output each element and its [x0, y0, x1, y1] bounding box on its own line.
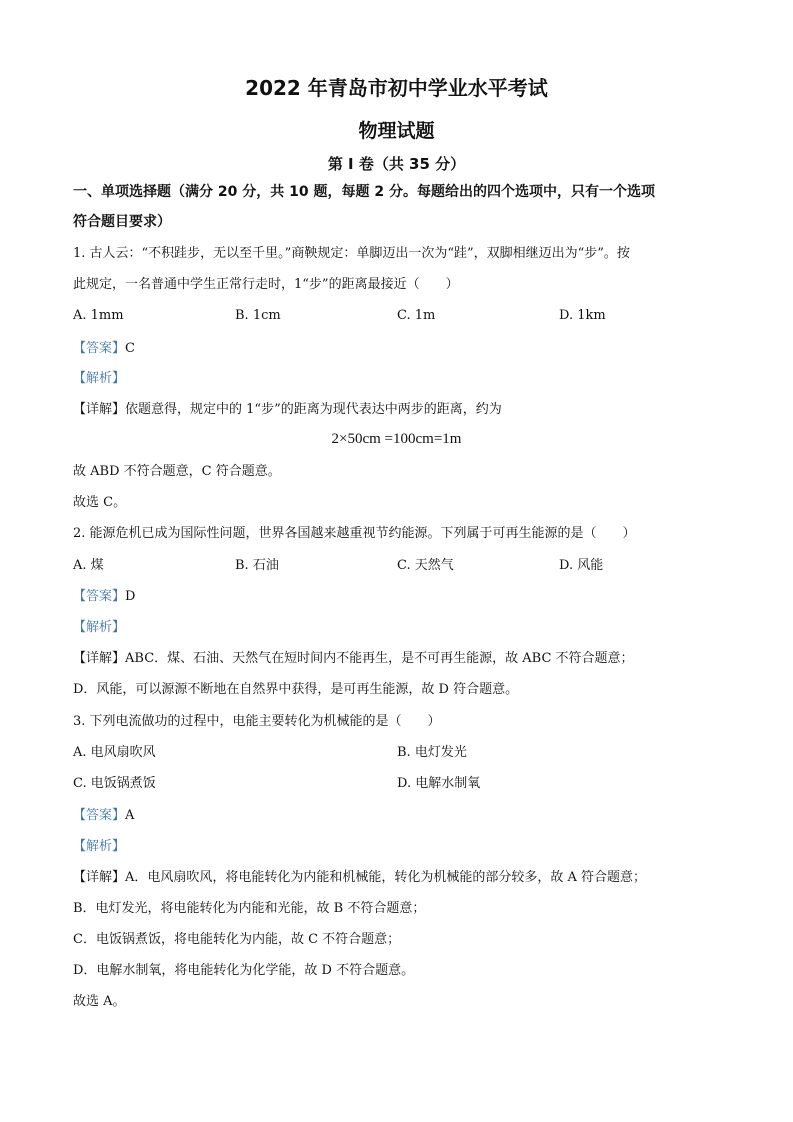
volume-title: 第 I 卷（共 35 分） [327, 155, 466, 173]
answer-value: D [125, 589, 136, 604]
q1-choose: 故选 C。 [73, 495, 127, 510]
q3-option-b: B. 电灯发光 [397, 745, 467, 760]
q2-detail [73, 650, 723, 668]
q2-option-d: D. 风能 [559, 558, 604, 573]
q2-analysis-tag: 【解析】 [73, 620, 126, 635]
exam-title: 2022 年青岛市初中学业水平考试 [245, 76, 548, 100]
q1-answer [73, 340, 723, 358]
q3-detail-2: B．电灯发光，将电能转化为内能和光能，故 B 不符合题意； [73, 901, 426, 916]
q1-conclusion: 故 ABD 不符合题意，C 符合题意。 [73, 464, 281, 479]
detail-tag: 【详解】 [73, 651, 126, 666]
q2-detail-2: D．风能，可以源源不断地在自然界中获得，是可再生能源，故 D 符合题意。 [73, 682, 519, 697]
detail-text: ABC．煤、石油、天然气在短时间内不能再生，是不可再生能源，故 ABC 不符合题意； [125, 651, 634, 666]
answer-value: A [125, 808, 135, 823]
q1-option-a: A. 1mm [73, 308, 124, 323]
q1-option-c: C. 1m [397, 308, 436, 323]
q3-option-c: C. 电饭锅煮饭 [73, 776, 156, 791]
q3-detail-4: D．电解水制氧，将电能转化为化学能，故 D 不符合题意。 [73, 963, 415, 978]
detail-tag: 【详解】 [73, 870, 126, 885]
q3-detail [73, 869, 723, 887]
q1-stem-line2: 此规定，一名普通中学生正常行走时，1“步”的距离最接近（ ） [73, 277, 459, 292]
q3-analysis-tag: 【解析】 [73, 839, 126, 854]
q2-option-c: C. 天然气 [397, 558, 454, 573]
q1-detail [73, 401, 723, 419]
q3-detail-3: C．电饭锅煮饭，将电能转化为内能，故 C 不符合题意； [73, 932, 401, 947]
q1-option-d: D. 1km [559, 308, 606, 323]
q1-stem-line1: 1. 古人云：“不积跬步，无以至千里。”商鞅规定：单脚迈出一次为“跬”，双脚相继迈出为“步”。按 [73, 246, 630, 261]
q3-answer [73, 807, 723, 825]
q3-option-a: A. 电风扇吹风 [73, 745, 156, 760]
q2-option-b: B. 石油 [235, 558, 279, 573]
answer-tag: 【答案】 [73, 341, 126, 356]
detail-text: 依题意得，规定中的 1“步”的距离为现代表达中两步的距离，约为 [125, 402, 502, 417]
q3-stem: 3. 下列电流做功的过程中，电能主要转化为机械能的是（ ） [73, 714, 441, 729]
q2-answer [73, 588, 723, 606]
q3-option-d: D. 电解水制氧 [397, 776, 481, 791]
answer-value: C [125, 341, 135, 356]
q1-analysis-tag: 【解析】 [73, 371, 126, 386]
detail-text: A．电风扇吹风，将电能转化为内能和机械能，转化为机械能的部分较多，故 A 符合题意； [125, 870, 647, 885]
q1-option-b: B. 1cm [235, 308, 281, 323]
section-heading-line2: 符合题目要求） [73, 214, 171, 230]
answer-tag: 【答案】 [73, 589, 126, 604]
section-heading-line1: 一、单项选择题（满分 20 分，共 10 题，每题 2 分。每题给出的四个选项中，只有一个选项 [73, 184, 655, 200]
q3-choose: 故选 A。 [73, 994, 126, 1009]
q2-option-a: A. 煤 [73, 558, 104, 573]
q2-stem: 2. 能源危机已成为国际性问题，世界各国越来越重视节约能源。下列属于可再生能源的是（ ） [73, 526, 636, 541]
q1-formula: 2×50cm =100cm=1m [331, 431, 462, 447]
subject-title: 物理试题 [358, 120, 435, 142]
answer-tag: 【答案】 [73, 808, 126, 823]
detail-tag: 【详解】 [73, 402, 126, 417]
